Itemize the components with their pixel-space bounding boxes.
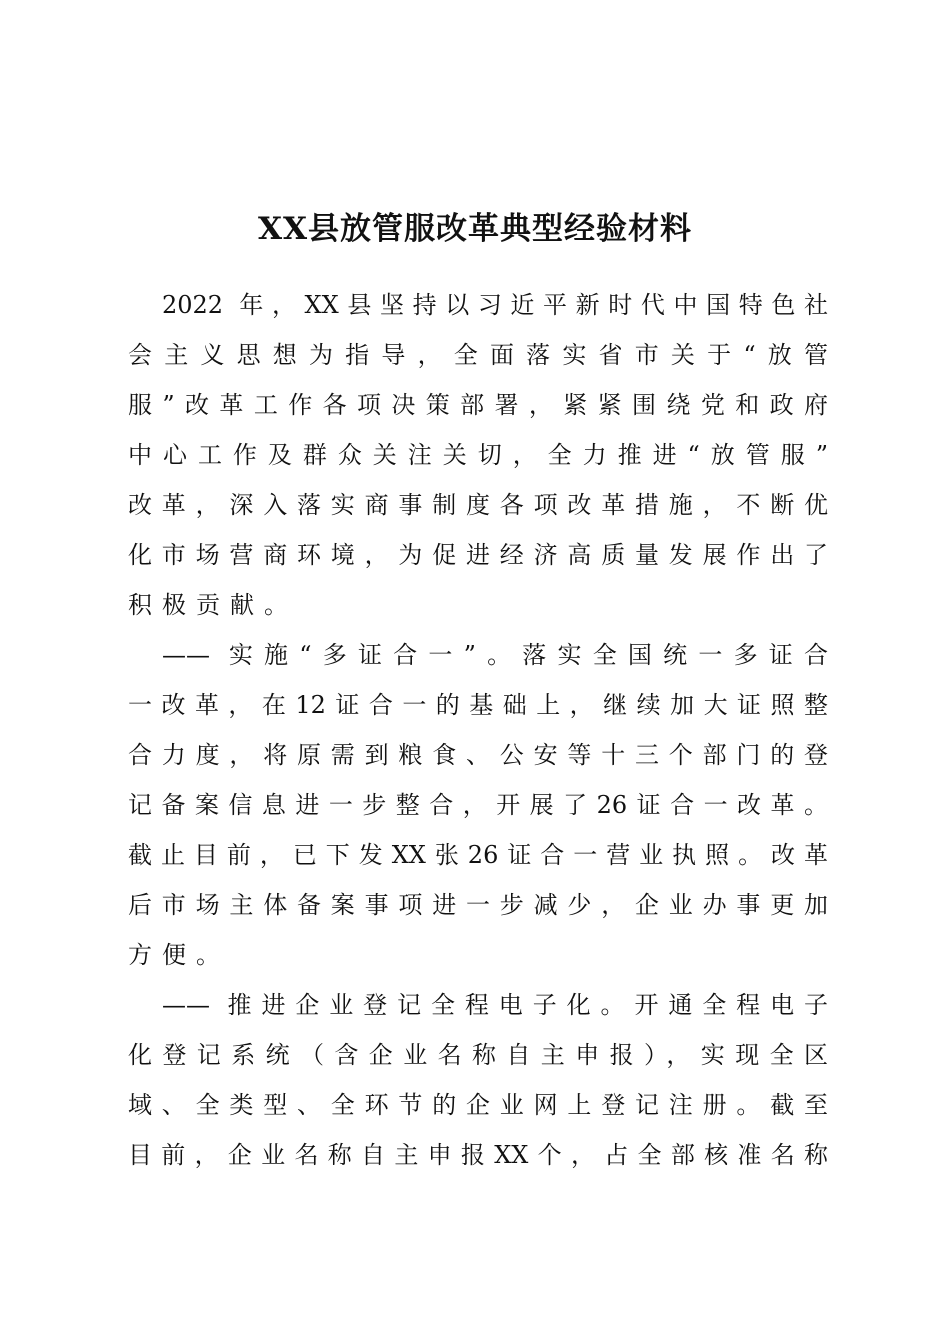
paragraph-line: 改革，深入落实商事制度各项改革措施，不断优 [128,491,828,519]
paragraph-line: —— 推进企业登记全程电子化。开通全程电子 [162,991,828,1019]
paragraph-line: —— 实施“多证合一”。落实全国统一多证合 [162,641,828,669]
paragraph-line: 2022 年，XX县坚持以习近平新时代中国特色社 [162,291,828,319]
paragraph-line: 化登记系统（含企业名称自主申报），实现全区 [128,1041,828,1069]
paragraph-line: 目前，企业名称自主申报XX个，占全部核准名称 [128,1141,828,1169]
document-title: XX县放管服改革典型经验材料 [257,211,693,247]
paragraph-line: 化市场营商环境，为促进经济高质量发展作出了 [128,541,828,569]
paragraph-line: 后市场主体备案事项进一步减少，企业办事更加 [128,891,828,919]
paragraph-line: 一改革，在12证合一的基础上，继续加大证照整 [128,691,828,719]
document-body [128,280,828,1180]
paragraph-line: 服”改革工作各项决策部署，紧紧围绕党和政府 [128,391,828,419]
paragraph-line: 方便。 [128,941,230,969]
paragraph-line: 积极贡献。 [128,591,298,619]
paragraph-line: 中心工作及群众关注关切，全力推进“放管服” [128,441,828,469]
paragraph-line: 会主义思想为指导，全面落实省市关于“放管 [128,341,828,369]
paragraph-line: 合力度，将原需到粮食、公安等十三个部门的登 [128,741,828,769]
paragraph-line: 域、全类型、全环节的企业网上登记注册。截至 [128,1091,828,1119]
paragraph-line: 记备案信息进一步整合，开展了26证合一改革。 [128,791,828,819]
paragraph-line: 截止目前，已下发XX张26证合一营业执照。改革 [128,841,828,869]
